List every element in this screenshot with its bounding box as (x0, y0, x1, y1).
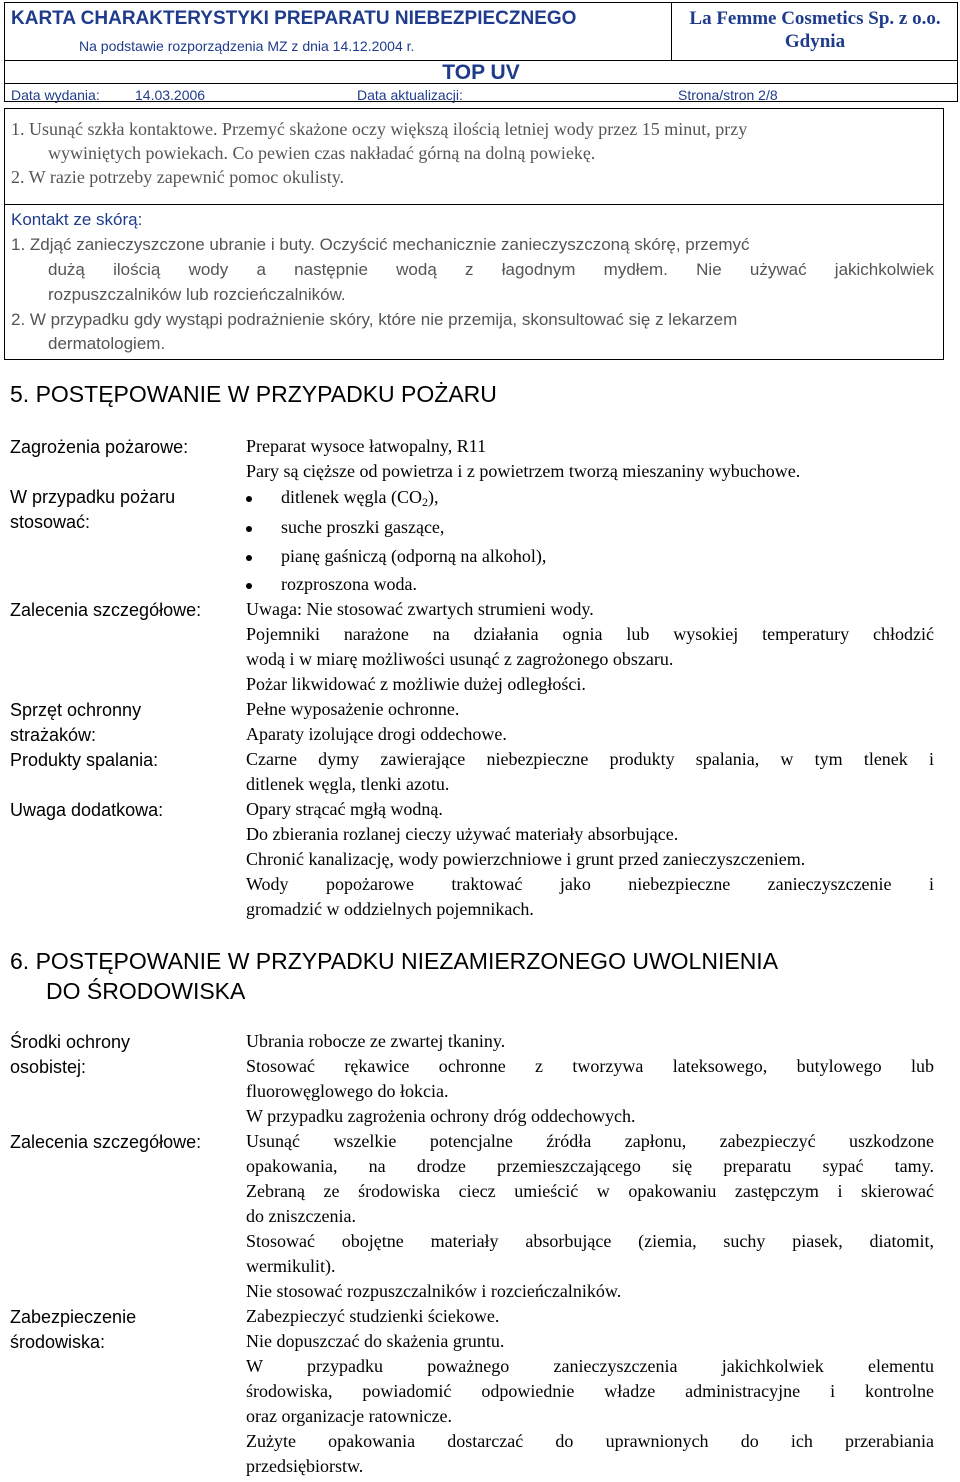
hazards-value (246, 434, 934, 484)
recommendations-value (246, 597, 934, 697)
hazards-line: Preparat wysoce łatwopalny, R11 (246, 436, 487, 456)
issue-label: Data wydania: (11, 87, 100, 103)
recommendations-label: Zalecenia szczegółowe: (10, 600, 202, 620)
bullet-icon (246, 583, 252, 589)
hazards-line: Pary są cięższe od powietrza i z powietrzem tworzą mieszaniny wybuchowe. (246, 461, 801, 481)
note-line: Chronić kanalizację, wody powierzchniowe i grunt przed zanieczyszczeniem. (246, 849, 806, 869)
recommendation-line: Pożar likwidować z możliwie dużej odległości. (246, 674, 586, 694)
ppe-line: fluorowęglowego do łokcia. (246, 1081, 449, 1101)
recommendation-line: do zniszczenia. (246, 1206, 356, 1226)
skin-step: 1. Zdjąć zanieczyszczone ubranie i buty. Oczyścić mechanicznie zanieczyszczoną skórę, przemyć (11, 235, 750, 254)
ppe-label: osobistej: (10, 1057, 87, 1077)
environment-label: środowiska: (10, 1332, 106, 1352)
bullet-icon (246, 555, 252, 561)
skin-step: 2. W przypadku gdy wystąpi podrażnienie skóry, które nie przemija, skonsultować się z lekarzem (11, 310, 738, 329)
note-line: Wody popożarowe traktować jako niebezpieczne zanieczyszczenie i (246, 874, 934, 894)
equipment-value (246, 697, 934, 747)
issue-date: 14.03.2006 (135, 87, 206, 103)
update-label: Data aktualizacji: (357, 87, 463, 103)
skin-contact-box (4, 204, 944, 360)
recommendation-line: Nie stosować rozpuszczalników i rozcieńczalników. (246, 1281, 622, 1301)
recommendation-line: wodą i w miarę możliwości usunąć z zagrożonego obszaru. (246, 649, 674, 669)
environment-line: Nie dopuszczać do skażenia gruntu. (246, 1331, 505, 1351)
media-item: pianę gaśniczą (odporną na alkohol), (281, 546, 547, 566)
note-line: gromadzić w oddzielnych pojemnikach. (246, 899, 534, 919)
environment-line: Zużyte opakowania dostarczać do uprawnionych do ich przerabiania (246, 1431, 934, 1451)
note-line: Do zbierania rozlanej cieczy używać materiały absorbujące. (246, 824, 679, 844)
ppe-line: Ubrania robocze ze zwartej tkaniny. (246, 1031, 506, 1051)
recommendations-value (246, 1129, 934, 1304)
note-line: Opary strącać mgłą wodną. (246, 799, 443, 819)
environment-line: W przypadku poważnego zanieczyszczenia jakichkolwiek elementu (246, 1356, 934, 1376)
recommendation-line: opakowania, na drodze przemieszczającego się preparatu sypać tamy. (246, 1156, 934, 1176)
eye-step: 2. W razie potrzeby zapewnić pomoc okulisty. (11, 167, 345, 187)
hazards-label: Zagrożenia pożarowe: (10, 437, 189, 457)
environment-line: środowiska, powiadomić odpowiednie władze administracyjne i kontrolne (246, 1381, 934, 1401)
recommendation-line: Usunąć wszelkie potencjalne źródła zapłonu, zabezpieczyć uszkodzone (246, 1131, 934, 1151)
eye-step: 1. Usunąć szkła kontaktowe. Przemyć skażone oczy większą ilością letniej wody przez 15 minut, przy (11, 119, 748, 139)
media-label: stosować: (10, 512, 91, 532)
page-number: Strona/stron 2/8 (678, 87, 778, 103)
recommendation-line: Stosować obojętne materiały absorbujące (ziemia, suchy piasek, diatomit, (246, 1231, 934, 1251)
skin-step: dużą ilością wody a następnie wodą z łagodnym mydłem. Nie używać jakichkolwiek (48, 260, 934, 279)
ppe-line: Stosować rękawice ochronne z tworzywa lateksowego, butylowego lub (246, 1056, 934, 1076)
combustion-line: ditlenek węgla, tlenki azotu. (246, 774, 450, 794)
recommendations-label: Zalecenia szczegółowe: (10, 1132, 202, 1152)
skin-heading: Kontakt ze skórą: (11, 210, 143, 229)
media-item: rozproszona woda. (281, 574, 417, 594)
ppe-line: W przypadku zagrożenia ochrony dróg oddechowych. (246, 1106, 636, 1126)
skin-step: rozpuszczalników lub rozcieńczalników. (48, 285, 346, 304)
equipment-line: Pełne wyposażenie ochronne. (246, 699, 460, 719)
section-6-title: 6. POSTĘPOWANIE W PRZYPADKU NIEZAMIERZONEGO UWOLNIENIA (10, 948, 779, 974)
equipment-line: Aparaty izolujące drogi oddechowe. (246, 724, 507, 744)
section-5-title: 5. POSTĘPOWANIE W PRZYPADKU POŻARU (10, 381, 497, 407)
environment-line: oraz organizacje ratownicze. (246, 1406, 453, 1426)
document-header (4, 2, 958, 102)
recommendation-line: Zebraną ze środowiska ciecz umieścić w opakowaniu zastępczym i skierować (246, 1181, 934, 1201)
company-name: La Femme Cosmetics Sp. z o.o. (689, 8, 941, 29)
eye-step: wywiniętych powiekach. Co pewien czas nakładać górną na dolną powiekę. (48, 143, 596, 163)
equipment-label: Sprzęt ochronny (10, 700, 142, 720)
bullet-icon (246, 526, 252, 532)
note-label: Uwaga dodatkowa: (10, 800, 164, 820)
section-6-title: DO ŚRODOWISKA (46, 978, 246, 1004)
document-title: KARTA CHARAKTERYSTYKI PREPARATU NIEBEZPIECZNEGO (11, 8, 577, 29)
note-value (246, 797, 934, 922)
combustion-value (246, 747, 934, 797)
ppe-label: Środki ochrony (10, 1032, 131, 1052)
company-city: Gdynia (784, 31, 846, 52)
combustion-label: Produkty spalania: (10, 750, 159, 770)
eye-contact-box (4, 108, 944, 204)
recommendation-line: wermikulit). (246, 1256, 336, 1276)
ppe-value (246, 1029, 934, 1129)
environment-line: przedsiębiorstw. (246, 1456, 364, 1476)
legal-basis: Na podstawie rozporządzenia MZ z dnia 14.12.2004 r. (79, 38, 415, 54)
combustion-line: Czarne dymy zawierające niebezpieczne produkty spalania, w tym tlenek i (246, 749, 934, 769)
recommendation-line: Uwaga: Nie stosować zwartych strumieni wody. (246, 599, 594, 619)
recommendation-line: Pojemniki narażone na działania ognia lub wysokiej temperatury chłodzić (246, 624, 934, 644)
media-label: W przypadku pożaru (10, 487, 176, 507)
environment-line: Zabezpieczyć studzienki ściekowe. (246, 1306, 500, 1326)
product-name: TOP UV (442, 61, 520, 84)
skin-step: dermatologiem. (48, 334, 166, 353)
equipment-label: strażaków: (10, 725, 97, 745)
bullet-icon (246, 496, 252, 502)
media-item: suche proszki gaszące, (281, 517, 445, 537)
environment-label: Zabezpieczenie (10, 1307, 137, 1327)
environment-value (246, 1304, 934, 1479)
media-item: ditlenek węgla $(CO_2)$, (281, 487, 439, 509)
